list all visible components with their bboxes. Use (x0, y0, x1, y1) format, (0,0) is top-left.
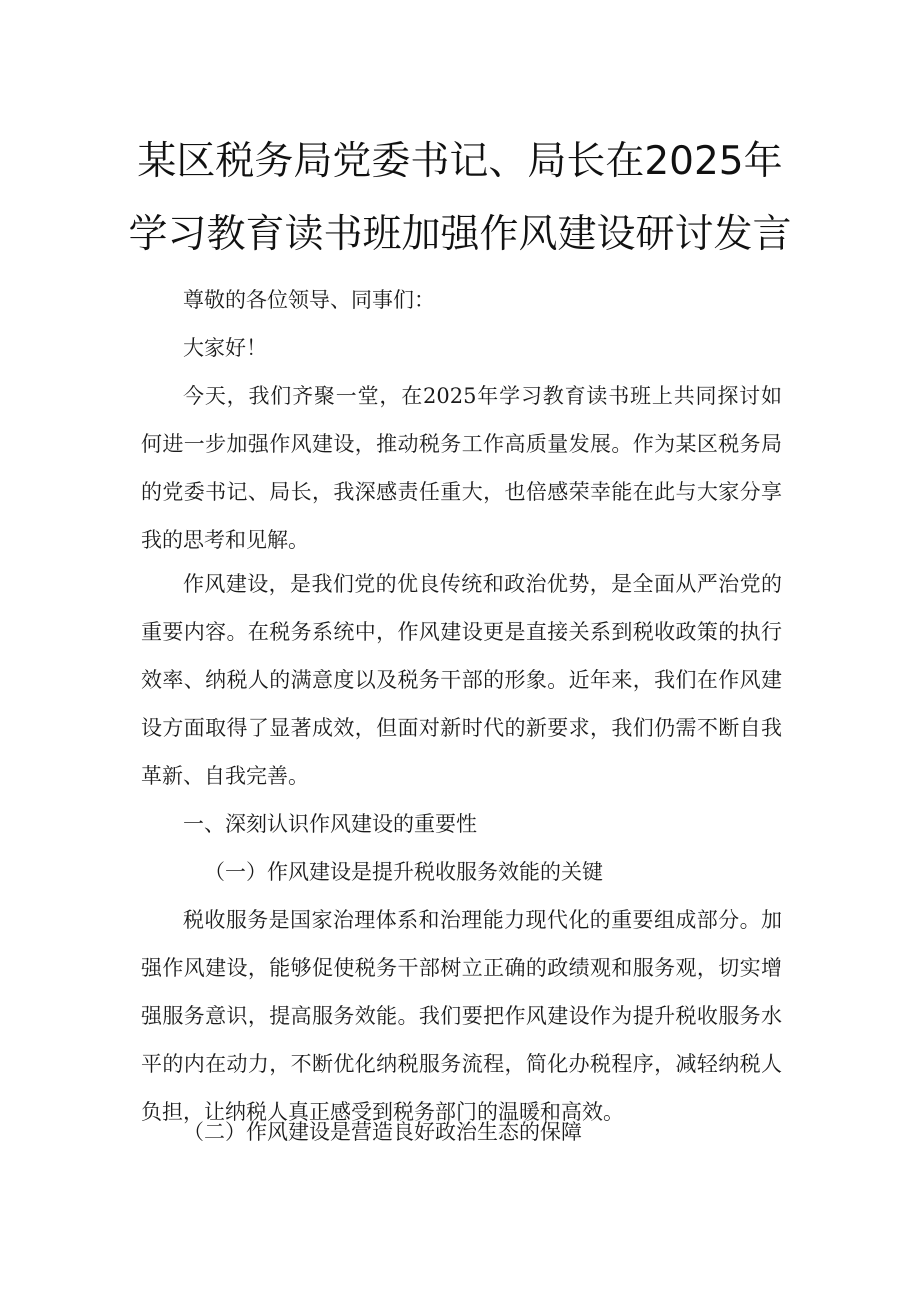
subsection-heading-2: （二）作风建设是营造良好政治生态的保障 (183, 1120, 582, 1144)
paragraph-importance: 作风建设，是我们党的优良传统和政治优势，是全面从严治党的重要内容。在税务系统中，作风建设更是直接关系到税收政策的执行效率、纳税人的满意度以及税务干部的形象。近年来，我们在作风建设方面取得了显著成效，但面对新时代的新要求，我们仍需不断自我革新、自我完善。 (141, 572, 782, 788)
document-title-line-1: 某区税务局党委书记、局长在2025年 (137, 139, 783, 184)
section-heading-1: 一、深刻认识作风建设的重要性 (183, 812, 477, 836)
greeting: 尊敬的各位领导、同事们： (183, 288, 435, 312)
salutation: 大家好！ (183, 336, 267, 360)
document-title-line-2: 学习教育读书班加强作风建设研讨发言 (128, 212, 792, 257)
paragraph-intro: 今天，我们齐聚一堂，在2025年学习教育读书班上共同探讨如何进一步加强作风建设，推动税务工作高质量发展。作为某区税务局的党委书记、局长，我深感责任重大，也倍感荣幸能在此与大家分享我的思考和见解。 (141, 384, 782, 552)
paragraph-tax-service: 税收服务是国家治理体系和治理能力现代化的重要组成部分。加强作风建设，能够促使税务干部树立正确的政绩观和服务观，切实增强服务意识，提高服务效能。我们要把作风建设作为提升税收服务水平的内在动力，不断优化纳税服务流程，简化办税程序，减轻纳税人负担，让纳税人真正感受到税务部门的温暖和高效。 (141, 908, 782, 1124)
subsection-heading-1: （一）作风建设是提升税收服务效能的关键 (204, 860, 603, 884)
